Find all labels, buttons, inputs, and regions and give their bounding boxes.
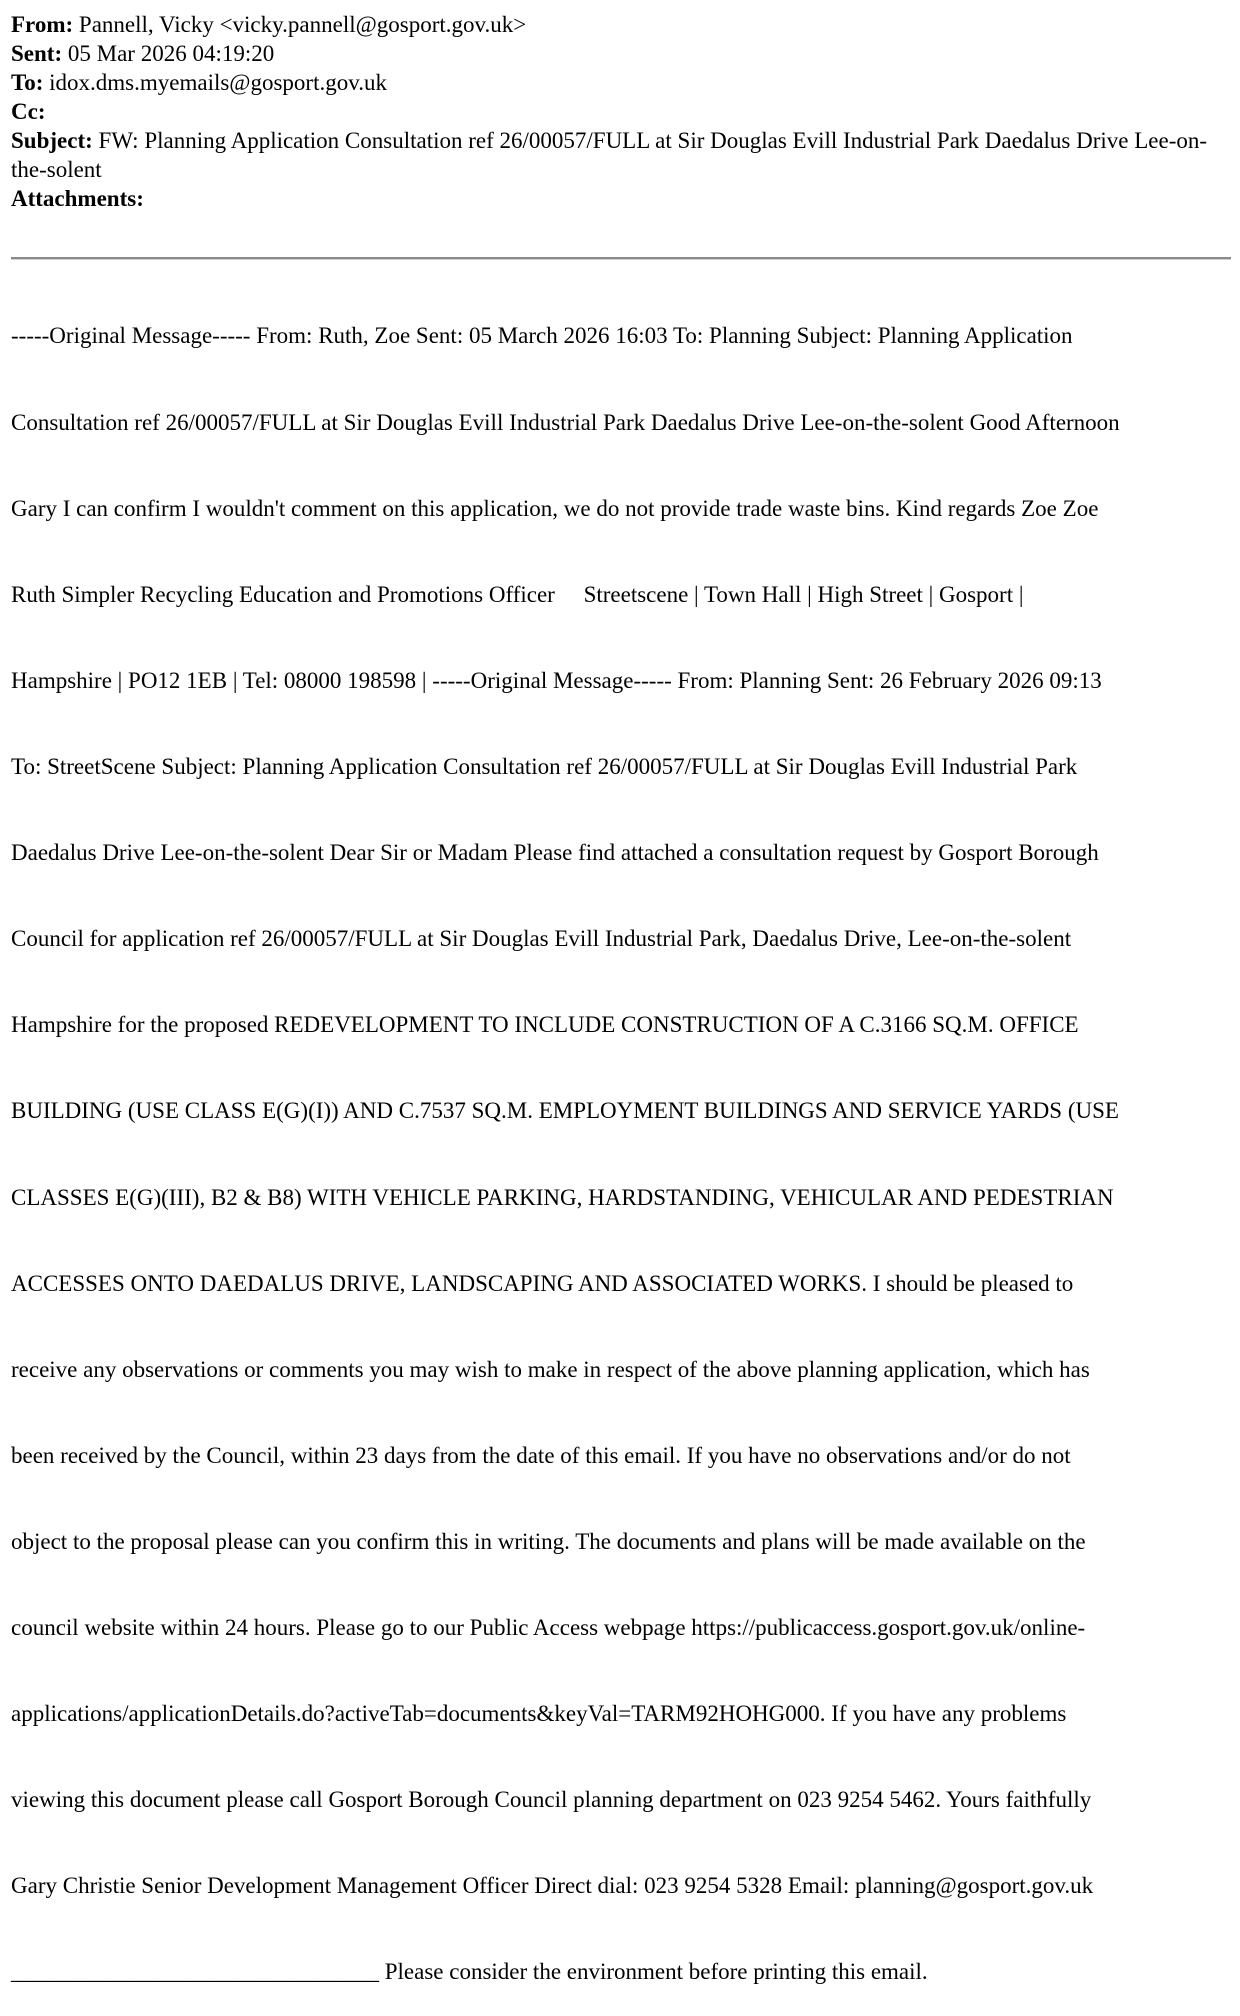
body-line: viewing this document please call Gosport Borough Council planning department on 023 9254 5462. Yours faithfully [11,1787,1092,1813]
subject-label: Subject: [11,128,93,153]
body-line: Hampshire | PO12 1EB | Tel: 08000 198598 | -----Original Message----- From: Planning Sent: 26 February 2026 09:13 [11,667,1102,693]
to-value: idox.dms.myemails@gosport.gov.uk [49,70,387,95]
subject-value: FW: Planning Application Consultation ref 26/00057/FULL at Sir Douglas Evill Industrial Park Daedalus Drive Lee-on-the-solent [11,128,1208,182]
body-line: Hampshire for the proposed REDEVELOPMENT TO INCLUDE CONSTRUCTION OF A C.3166 SQ.M. OFFICE [11,1012,1079,1038]
body-line: receive any observations or comments you may wish to make in respect of the above planning application, which has [11,1356,1090,1382]
body-line: council website within 24 hours. Please go to our Public Access webpage https://publicaccess.gosport.gov.uk/online- [11,1615,1086,1641]
from-label: From: [11,12,74,37]
body-line: object to the proposal please can you confirm this in writing. The documents and plans will be made available on the [11,1528,1086,1554]
body-line: been received by the Council, within 23 days from the date of this email. If you have no observations and/or do not [11,1442,1071,1468]
to-label: To: [11,70,44,95]
email-header [11,10,1233,213]
from-line [11,10,1233,39]
body-line: Ruth Simpler Recycling Education and Promotions Officer Streetscene | Town Hall | High Street | Gosport | [11,581,1024,607]
sent-label: Sent: [11,41,63,66]
cc-label: Cc: [11,99,46,124]
body-line: applications/applicationDetails.do?activeTab=documents&keyVal=TARM92HOHG000. If you have any problems [11,1701,1067,1727]
header-divider [11,257,1231,260]
body-line: Daedalus Drive Lee-on-the-solent Dear Sir or Madam Please find attached a consultation request by Gosport Borough [11,840,1099,866]
subject-line [11,126,1233,184]
body-line: Gary Christie Senior Development Management Officer Direct dial: 023 9254 5328 Email: planning@gosport.gov.uk [11,1873,1094,1899]
body-line: Council for application ref 26/00057/FULL at Sir Douglas Evill Industrial Park, Daedalus Drive, Lee-on-the-solent [11,926,1072,952]
email-body [11,265,1233,2016]
attachments-line [11,184,1233,213]
to-line [11,68,1233,97]
sent-line [11,39,1233,68]
cc-line [11,97,1233,126]
body-line: BUILDING (USE CLASS E(G)(I)) AND C.7537 SQ.M. EMPLOYMENT BUILDINGS AND SERVICE YARDS (USE [11,1098,1119,1124]
attachments-label: Attachments: [11,186,144,211]
from-value: Pannell, Vicky <vicky.pannell@gosport.gov.uk> [78,12,527,37]
body-line: Consultation ref 26/00057/FULL at Sir Douglas Evill Industrial Park Daedalus Drive Lee-on-the-solent Good Afternoon [11,409,1120,435]
body-line: CLASSES E(G)(III), B2 & B8) WITH VEHICLE PARKING, HARDSTANDING, VEHICULAR AND PEDESTRIAN [11,1184,1114,1210]
body-line: Gary I can confirm I wouldn't comment on this application, we do not provide trade waste bins. Kind regards Zoe Zoe [11,495,1099,521]
body-line: ACCESSES ONTO DAEDALUS DRIVE, LANDSCAPING AND ASSOCIATED WORKS. I should be pleased to [11,1270,1074,1296]
body-line: To: StreetScene Subject: Planning Application Consultation ref 26/00057/FULL at Sir Douglas Evill Industrial Park [11,753,1078,779]
body-line: -----Original Message----- From: Ruth, Zoe Sent: 05 March 2026 16:03 To: Planning Subject: Planning Application [11,323,1073,349]
body-line: ________________________________ Please consider the environment before printing this email. [11,1959,928,1985]
sent-value: 05 Mar 2026 04:19:20 [67,41,275,66]
